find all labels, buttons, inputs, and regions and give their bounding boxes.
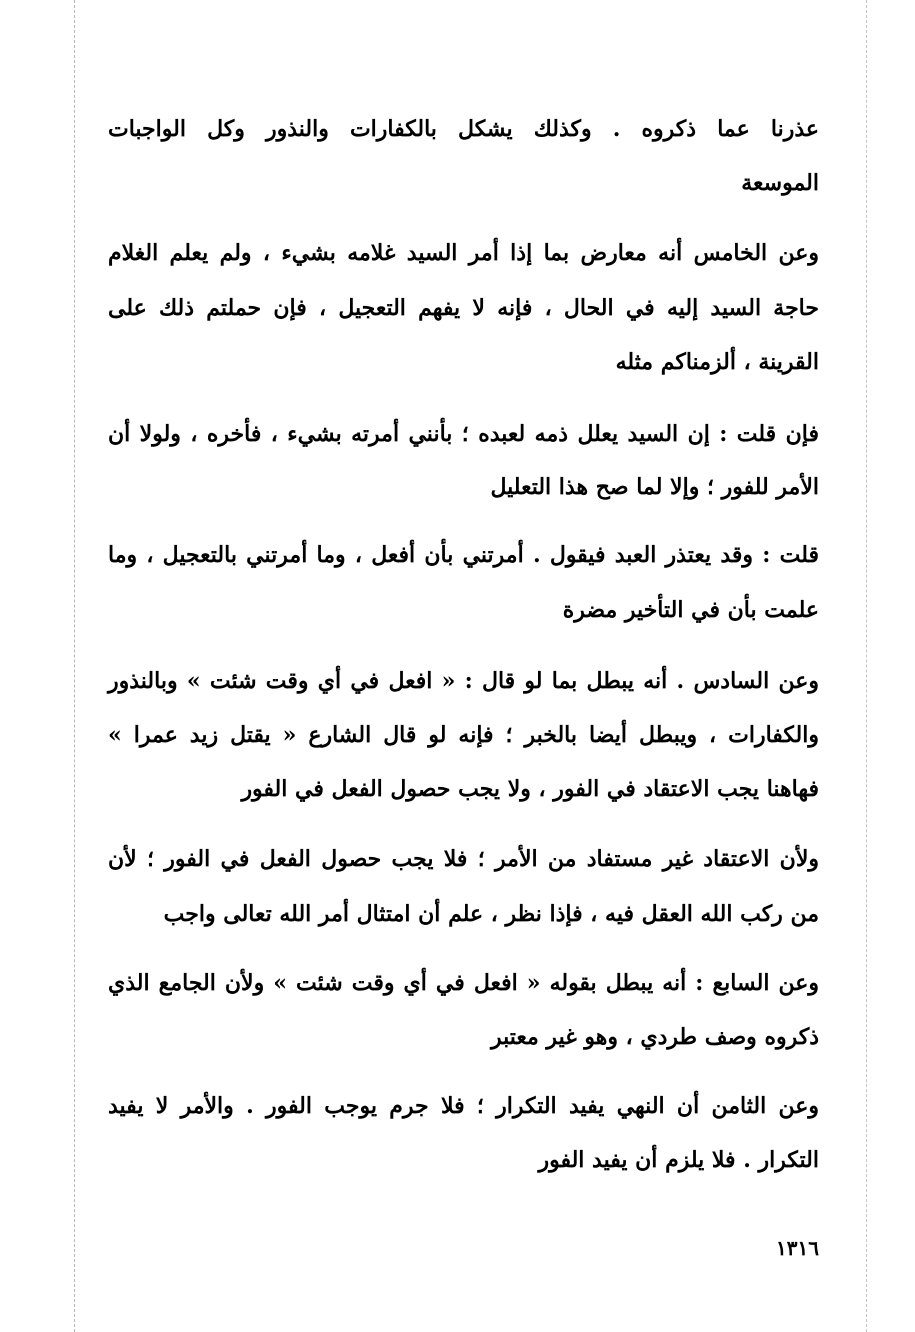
text-line: علمت بأن في التأخير مضرة [562, 597, 819, 623]
text-line: ذكروه وصف طردي ، وهو غير معتبر [490, 1024, 819, 1050]
text-line: فهاهنا يجب الاعتقاد في الفور ، ولا يجب حصول الفعل في الفور [241, 776, 819, 802]
text-line: وعن السابع : أنه يبطل بقوله « افعل في أي وقت شئت » ولأن الجامع الذي [108, 970, 819, 996]
text-line: وعن الثامن أن النهي يفيد التكرار ؛ فلا جرم يوجب الفور . والأمر لا يفيد [108, 1093, 819, 1119]
right-margin-guide [866, 0, 867, 1332]
text-line: التكرار . فلا يلزم أن يفيد الفور [538, 1147, 819, 1173]
text-line: حاجة السيد إليه في الحال ، فإنه لا يفهم التعجيل ، فإن حملتم ذلك على [108, 295, 819, 321]
text-line: والكفارات ، ويبطل أيضا بالخبر ؛ فإنه لو قال الشارع « يقتل زيد عمرا » [108, 722, 819, 748]
text-line: وعن السادس . أنه يبطل بما لو قال : « افعل في أي وقت شئت » وبالنذور [108, 668, 819, 694]
text-line: عذرنا عما ذكروه . وكذلك يشكل بالكفارات والنذور وكل الواجبات [108, 116, 819, 142]
text-line: ولأن الاعتقاد غير مستفاد من الأمر ؛ فلا يجب حصول الفعل في الفور ؛ لأن [108, 846, 819, 872]
text-line: الأمر للفور ؛ وإلا لما صح هذا التعليل [490, 474, 819, 500]
text-line: فإن قلت : إن السيد يعلل ذمه لعبده ؛ بأنني أمرته بشيء ، فأخره ، ولولا أن [108, 421, 819, 447]
text-line: القرينة ، ألزمناكم مثله [615, 349, 819, 375]
text-line: من ركب الله العقل فيه ، فإذا نظر ، علم أن امتثال أمر الله تعالى واجب [163, 901, 819, 927]
page-number: ١٣١٦ [776, 1236, 819, 1260]
text-line: الموسعة [741, 170, 819, 196]
text-line: قلت : وقد يعتذر العبد فيقول . أمرتني بأن أفعل ، وما أمرتني بالتعجيل ، وما [108, 542, 819, 568]
text-line: وعن الخامس أنه معارض بما إذا أمر السيد غلامه بشيء ، ولم يعلم الغلام [108, 240, 820, 266]
left-margin-guide [74, 0, 75, 1332]
